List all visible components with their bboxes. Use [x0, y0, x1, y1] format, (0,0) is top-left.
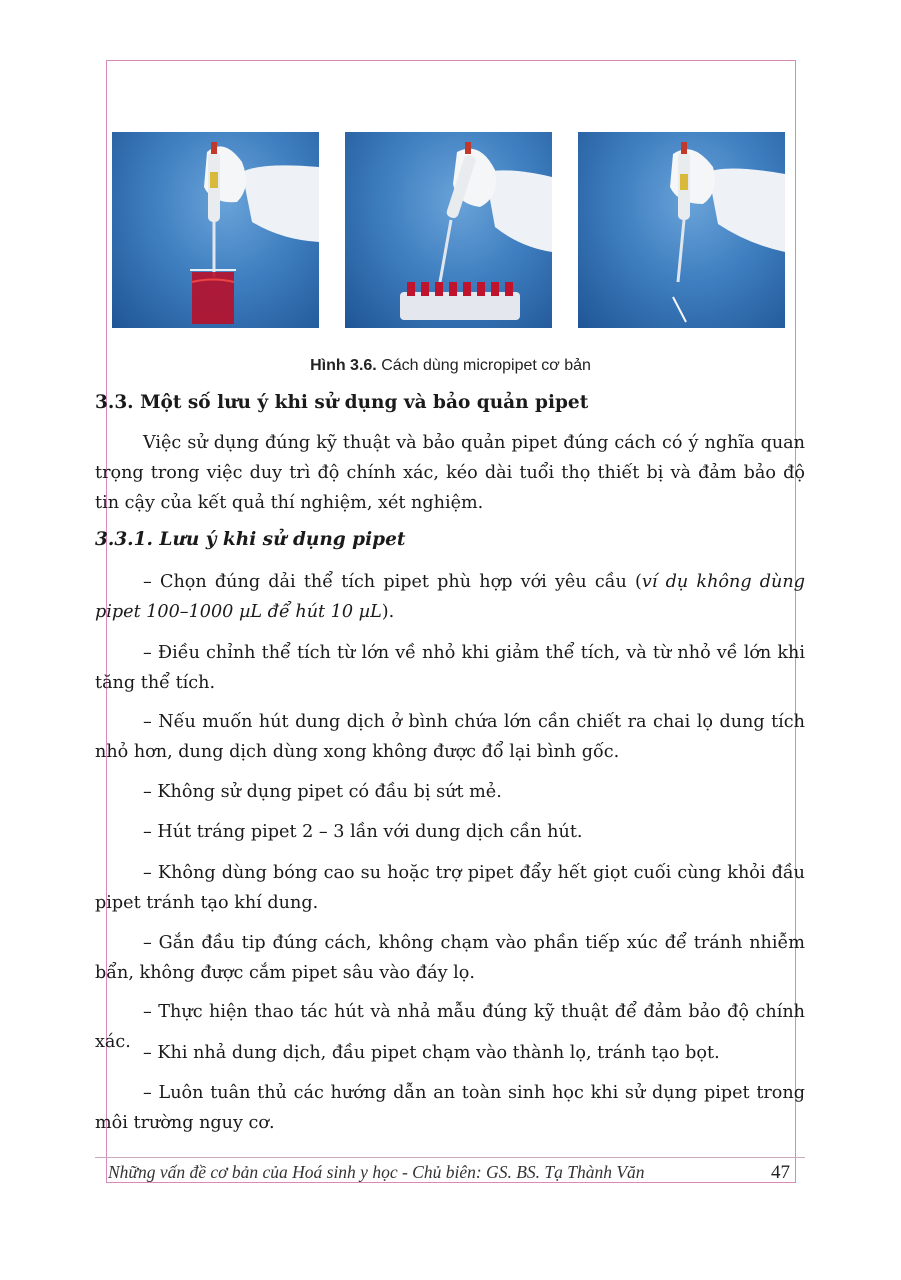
section-heading: 3.3. Một số lưu ý khi sử dụng và bảo quản pipet [95, 392, 589, 413]
photo-pipet-tube-rack [345, 132, 552, 328]
list-item: – Thực hiện thao tác hút và nhả mẫu đúng kỹ thuật để đảm bảo độ chính xác. [95, 1002, 805, 1052]
footer-book-title: Những vấn đề cơ bản của Hoá sinh y học - Chủ biên: GS. BS. Tạ Thành Văn [108, 1162, 645, 1182]
list-item: – Luôn tuân thủ các hướng dẫn an toàn sinh học khi sử dụng pipet trong môi trường nguy cơ. [95, 1083, 805, 1133]
list-item: – Nếu muốn hút dung dịch ở bình chứa lớn cần chiết ra chai lọ dung tích nhỏ hơn, dung dịch dùng xong không được đổ lại bình gốc. [95, 712, 805, 762]
photo-pipet-beaker [112, 132, 319, 328]
list-item: – Gắn đầu tip đúng cách, không chạm vào phần tiếp xúc để tránh nhiễm bẩn, không được cắm pipet sâu vào đáy lọ. [95, 933, 805, 983]
list-item: – Không sử dụng pipet có đầu bị sứt mẻ. [143, 782, 502, 802]
list-item: – Hút tráng pipet 2 – 3 lần với dung dịch cần hút. [143, 822, 583, 842]
figure-caption-number: Hình 3.6. [310, 357, 377, 374]
list-item: – Điều chỉnh thể tích từ lớn về nhỏ khi giảm thể tích, và từ nhỏ về lớn khi tăng thể tích. [95, 643, 805, 693]
page-number: 47 [771, 1162, 790, 1183]
list-item: – Không dùng bóng cao su hoặc trợ pipet đẩy hết giọt cuối cùng khỏi đầu pipet tránh tạo khí dung. [95, 863, 805, 913]
list-item-example: ví dụ không dùng pipet 100–1000 µL để hút 10 µL [95, 572, 805, 622]
figure-photos [112, 132, 785, 328]
list-item-suffix: ). [381, 602, 395, 622]
figure-caption-text: Cách dùng micropipet cơ bản [376, 357, 591, 374]
section-intro-paragraph: Việc sử dụng đúng kỹ thuật và bảo quản pipet đúng cách có ý nghĩa quan trọng trong việc duy trì độ chính xác, kéo dài tuổi thọ thiết bị và đảm bảo độ tin cậy của kết quả thí nghiệm, xét nghiệm. [95, 433, 805, 513]
subsection-heading: 3.3.1. Lưu ý khi sử dụng pipet [95, 529, 406, 550]
figure-caption [0, 357, 901, 375]
list-item [95, 567, 805, 627]
footer-divider [95, 1157, 805, 1158]
list-item: – Khi nhả dung dịch, đầu pipet chạm vào thành lọ, tránh tạo bọt. [143, 1043, 720, 1063]
list-item-prefix: – Chọn đúng dải thể tích pipet phù hợp với yêu cầu ( [143, 572, 642, 592]
photo-pipet-eject-tip [578, 132, 785, 328]
